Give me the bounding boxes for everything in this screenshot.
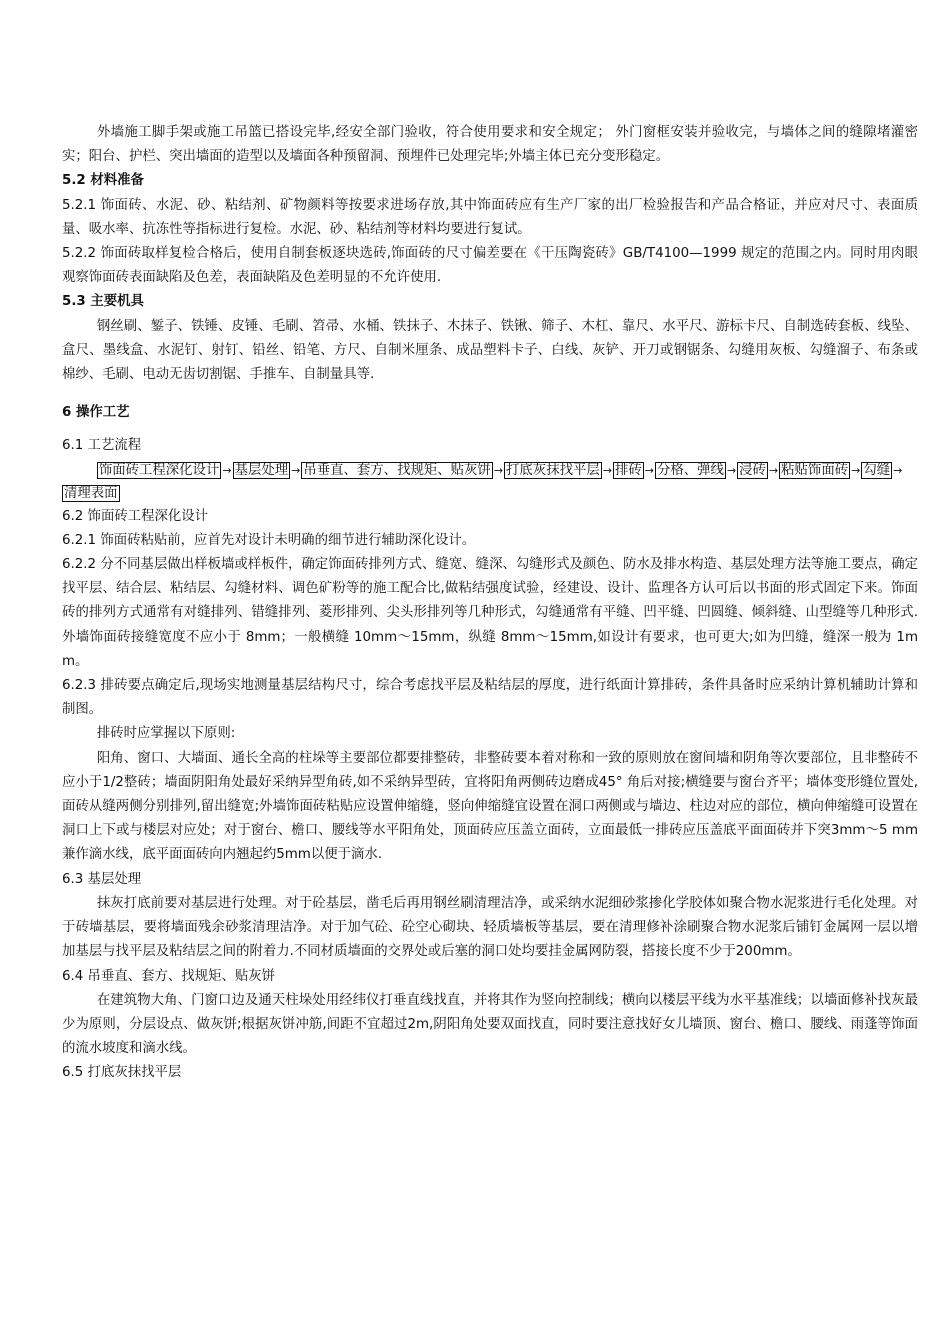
flow-step: 浸砖	[739, 462, 766, 478]
flow-arrow-icon: →	[851, 463, 861, 477]
paragraph: 在建筑物大角、门窗口边及通天柱垛处用经纬仪打垂直线找直，并将其作为竖向控制线；横向以楼层平线为水平基准线；以墙面修补找灰最少为原则，分层设点、做灰饼;根据灰饼冲筋,间距不宜超过2m,阴阳角处要双面找直，同时要注意找好女儿墙顶、窗台、檐口、腰线、雨蓬等饰面的流水坡度和滴水线。	[62, 992, 918, 1057]
flow-arrow-icon: →	[726, 463, 737, 477]
paragraph: 抹灰打底前要对基层进行处理。对于砼基层，凿毛后再用钢丝刷清理洁净，或采纳水泥细砂浆掺化学胶体如聚合物水泥浆进行毛化处理。对于砖墙基层，要将墙面残余砂浆清理洁净。对于加气砼、砼空心砌块、轻质墙板等基层，要在清理修补涂刷聚合物水泥浆后铺钉金属网一层以增加基层与找平层及粘结层之间的附着力.不同材质墙面的交界处或后塞的洞口处均要挂金属网防裂，搭接长度不少于200mm。	[62, 895, 918, 960]
flow-step: 粘贴饰面砖	[781, 462, 849, 478]
paragraph: 钢丝刷、錾子、铁锤、皮锤、毛刷、笤帚、水桶、铁抹子、木抹子、铁锹、筛子、木杠、靠尺、水平尺、游标卡尺、自制选砖套板、线坠、盒尺、墨线盒、水泥钉、射钉、铅丝、铅笔、方尺、自制米厘条、成品塑料卡子、白线、灰铲、开刀或钢锯条、勾缝用灰板、勾缝溜子、布条或棉纱、毛刷、电动无齿切割锯、手推车、自制量具等.	[62, 318, 918, 383]
flow-step: 勾缝	[863, 462, 891, 478]
section-heading: 6.1 工艺流程	[62, 438, 142, 454]
flow-step: 清理表面	[64, 485, 118, 501]
flow-step: 排砖	[614, 462, 642, 478]
flow-step: 打底灰抹找平层	[506, 462, 600, 478]
flow-step: 基层处理	[234, 462, 289, 478]
section-heading: 5.3 主要机具	[62, 294, 144, 310]
paragraph: 排砖时应掌握以下原则:	[96, 726, 236, 742]
section-heading: 6.3 基层处理	[62, 871, 142, 887]
paragraph: 5.2.1 饰面砖、水泥、砂、粘结剂、矿物颜料等按要求进场存放,其中饰面砖应有生产厂家的出厂检验报告和产品合格证，并应对尺寸、表面质量、吸水率、抗冻性等指标进行复检。水泥、砂、粘结剂等材料均要进行复试。	[62, 197, 918, 237]
paragraph: 外墙施工脚手架或施工吊篮已搭设完毕,经安全部门验收，符合使用要求和安全规定； 外门窗框安装并验收完，与墙体之间的缝隙堵灌密实；阳台、护栏、突出墙面的造型以及墙面各种预留洞、预埋件已处理完毕;外墙主体已充分变形稳定。	[62, 125, 918, 165]
paragraph: 6.2.1 饰面砖粘贴前，应首先对设计未明确的细节进行辅助深化设计。	[62, 532, 476, 548]
section-heading: 6.2 饰面砖工程深化设计	[62, 508, 209, 524]
flow-arrow-icon: →	[493, 463, 504, 477]
document-page	[62, 121, 918, 1086]
section-heading: 6.5 打底灰抹找平层	[62, 1065, 182, 1081]
process-flow	[62, 459, 918, 505]
flow-arrow-icon: →	[222, 463, 232, 477]
flow-arrow-icon: →	[644, 463, 654, 477]
flow-arrow-icon: →	[602, 463, 612, 477]
paragraph: 阳角、窗口、大墙面、通长全高的柱垛等主要部位都要排整砖，非整砖要本着对称和一致的原则放在窗间墙和阴角等次要部位，且非整砖不应小于1/2整砖；墙面阴阳角处最好采纳异型角砖,如不采纳异型砖，宜将阳角两侧砖边磨成45° 角后对接;横缝要与窗台齐平；墙体变形缝位置处,面砖从缝两侧分别排列,留出缝宽;外墙饰面砖粘贴应设置伸缩缝，竖向伸缩缝宜设置在洞口两侧或与墙边、柱边对应的部位，横向伸缩缝可设置在洞口上下或与楼层对应处；对于窗台、檐口、腰线等水平阳角处，顶面砖应压盖立面砖，立面最低一排砖应压盖底平面面砖并下突3mm～5 mm兼作滴水线，底平面面砖向内翘起约5mm以便于滴水.	[62, 750, 918, 863]
section-heading: 6.4 吊垂直、套方、找规矩、贴灰饼	[62, 968, 276, 984]
flow-step: 饰面砖工程深化设计	[98, 462, 220, 478]
paragraph: 6.2.3 排砖要点确定后,现场实地测量基层结构尺寸，综合考虑找平层及粘结层的厚度，进行纸面计算排砖，条件具备时应采纳计算机辅助计算和制图。	[62, 678, 918, 718]
paragraph: 5.2.2 饰面砖取样复检合格后，使用自制套板逐块选砖,饰面砖的尺寸偏差要在《干压陶瓷砖》GB/T4100—1999 规定的范围之内。同时用肉眼观察饰面砖表面缺陷及色差，表面缺陷及色差明显的不允许使用.	[62, 246, 918, 286]
section-heading: 6 操作工艺	[62, 405, 130, 421]
section-heading: 5.2 材料准备	[62, 173, 144, 189]
paragraph: 6.2.2 分不同基层做出样板墙或样板件，确定饰面砖排列方式、缝宽、缝深、勾缝形式及颜色、防水及排水构造、基层处理方法等施工要点，确定找平层、结合层、粘结层、勾缝材料、调色矿粉等的施工配合比,做粘结强度试验，经建设、设计、监理各方认可后以书面的形式固定下来。饰面砖的排列方式通常有对缝排列、错缝排列、菱形排列、尖头形排列等几种形式，勾缝通常有平缝、凹平缝、凹圆缝、倾斜缝、山型缝等几种形式.外墙饰面砖接缝宽度不应小于 8mm；一般横缝 10mm～15mm，纵缝 8mm～15mm,如设计有要求，也可更大;如为凹缝，缝深一般为 1mm。	[62, 557, 918, 669]
flow-step: 分格、弹线	[656, 462, 724, 478]
flow-arrow-icon: →	[893, 463, 903, 477]
flow-step: 吊垂直、套方、找规矩、贴灰饼	[303, 462, 491, 478]
flow-arrow-icon: →	[768, 463, 779, 477]
flow-arrow-icon: →	[291, 463, 301, 477]
